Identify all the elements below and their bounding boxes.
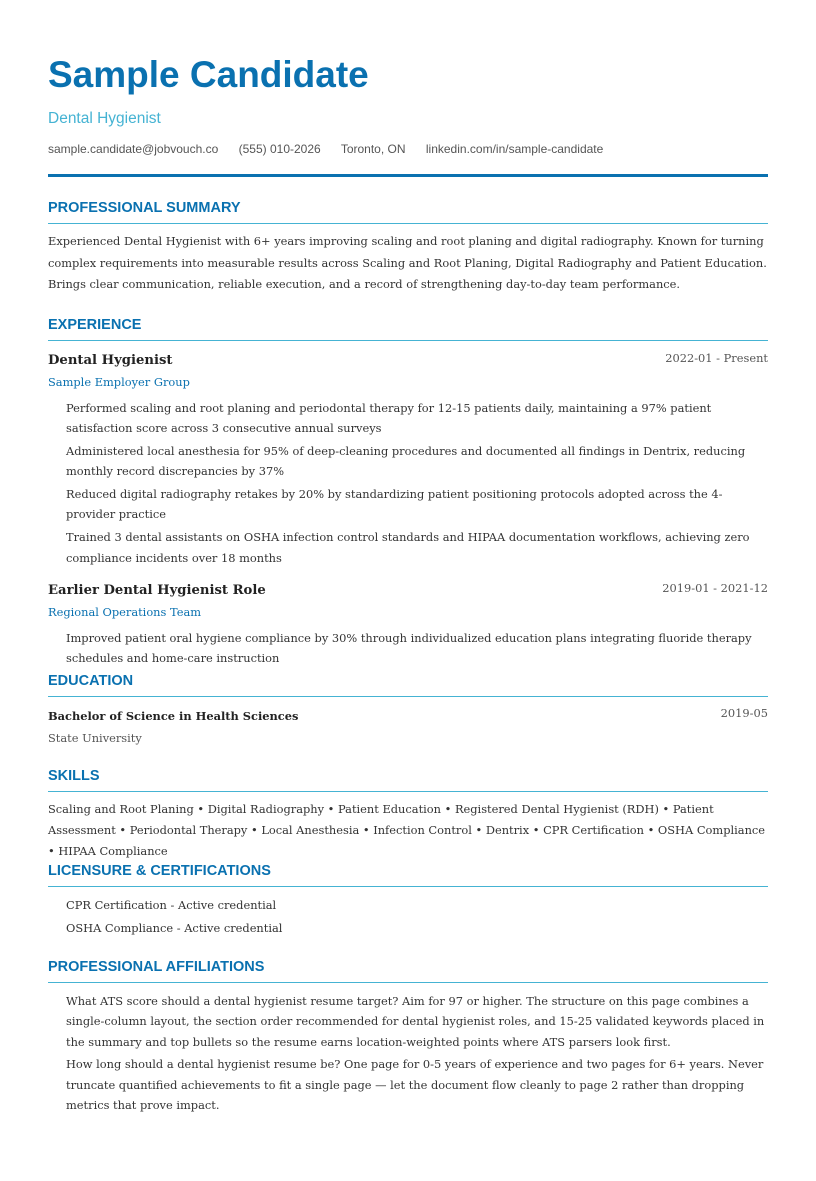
skills-section [48,766,768,862]
licensure-section [48,861,768,941]
candidate-role: Dental Hygienist [48,110,161,127]
education-date: 2019-05 [720,706,768,720]
affiliations-heading: PROFESSIONAL AFFILIATIONS [48,957,768,983]
job-bullet: Reduced digital radiography retakes by 20% by standardizing patient positioning protocols adopted across the 4-provider practice [66,487,723,522]
job-bullets [48,398,768,568]
affiliations-section [48,957,768,1118]
summary-heading: PROFESSIONAL SUMMARY [48,198,768,224]
education-header [48,706,768,726]
job-title: Earlier Dental Hygienist Role [48,582,266,598]
affiliation-item: How long should a dental hygienist resume be? One page for 0-5 years of experience and two pages for 6+ years. Never truncate quantified achievements to fit a single page — let the document flow cleanly to page 2 rather than dropping metrics that prove impact. [66,1057,764,1112]
education-school: State University [48,731,142,745]
job-employer: Regional Operations Team [48,604,202,619]
licensure-list [48,895,768,938]
job-employer: Sample Employer Group [48,375,190,389]
contact-linkedin: linkedin.com/in/sample-candidate [425,142,604,156]
contact-email: sample.candidate@jobvouch.co [48,142,219,156]
job-bullet: Administered local anesthesia for 95% of deep-cleaning procedures and documented all findings in Dentrix, reducing monthly record discrepancies by 37% [66,444,746,479]
candidate-name: Sample Candidate [48,54,369,95]
skills-list: Scaling and Root Planing • Digital Radiography • Patient Education • Registered Dental Hygienist (RDH) • Patient Assessment • Periodontal Therapy • Local Anesthesia • Infection Control • Dentrix • CPR Certification • OSHA Compliance • HIPAA Compliance [48,802,766,858]
contact-location: Toronto, ON [340,142,406,156]
experience-heading: EXPERIENCE [48,315,768,341]
licensure-item: CPR Certification - Active credential [66,898,277,912]
summary-text: Experienced Dental Hygienist with 6+ years improving scaling and root planing and digital radiography. Known for turning complex requirements into measurable results across Scaling and Root Planing, Digital Radiography and Patient Education. Brings clear communication, reliable execution, and a record of strengthening day-to-day team performance. [48,234,767,291]
job-header [48,580,768,602]
job-date: 2022-01 - Present [665,351,768,365]
job-bullet: Trained 3 dental assistants on OSHA infection control standards and HIPAA documentation workflows, achieving zero compliance incidents over 18 months [66,530,750,565]
licensure-heading: LICENSURE & CERTIFICATIONS [48,861,768,887]
job-bullet: Improved patient oral hygiene compliance by 30% through individualized education plans integrating fluoride therapy schedules and home-care instruction [66,630,752,666]
education-entry [48,706,768,748]
education-section [48,671,768,748]
experience-section [48,315,768,671]
job-bullets [48,628,768,669]
header-divider [48,174,768,177]
job-entry [48,350,768,568]
skills-heading: SKILLS [48,766,768,792]
summary-section [48,198,768,296]
education-heading: EDUCATION [48,671,768,697]
education-degree: Bachelor of Science in Health Sciences [48,709,299,723]
contact-phone: (555) 010-2026 [238,142,321,156]
job-header [48,350,768,372]
contact-line [48,141,620,157]
job-bullet: Performed scaling and root planing and periodontal therapy for 12-15 patients daily, maintaining a 97% patient satisfaction score across 3 consecutive annual surveys [66,401,712,436]
job-date: 2019-01 - 2021-12 [662,580,768,595]
job-title: Dental Hygienist [48,353,173,368]
affiliation-item: What ATS score should a dental hygienist resume target? Aim for 97 or higher. The structure on this page combines a single-column layout, the section order recommended for dental hygienist roles, and 15-25 validated keywords placed in the summary and top bullets so the resume earns location-weighted points where ATS parsers look first. [66,994,765,1049]
affiliations-list [48,991,768,1115]
job-entry [48,580,768,669]
licensure-item: OSHA Compliance - Active credential [66,920,283,935]
